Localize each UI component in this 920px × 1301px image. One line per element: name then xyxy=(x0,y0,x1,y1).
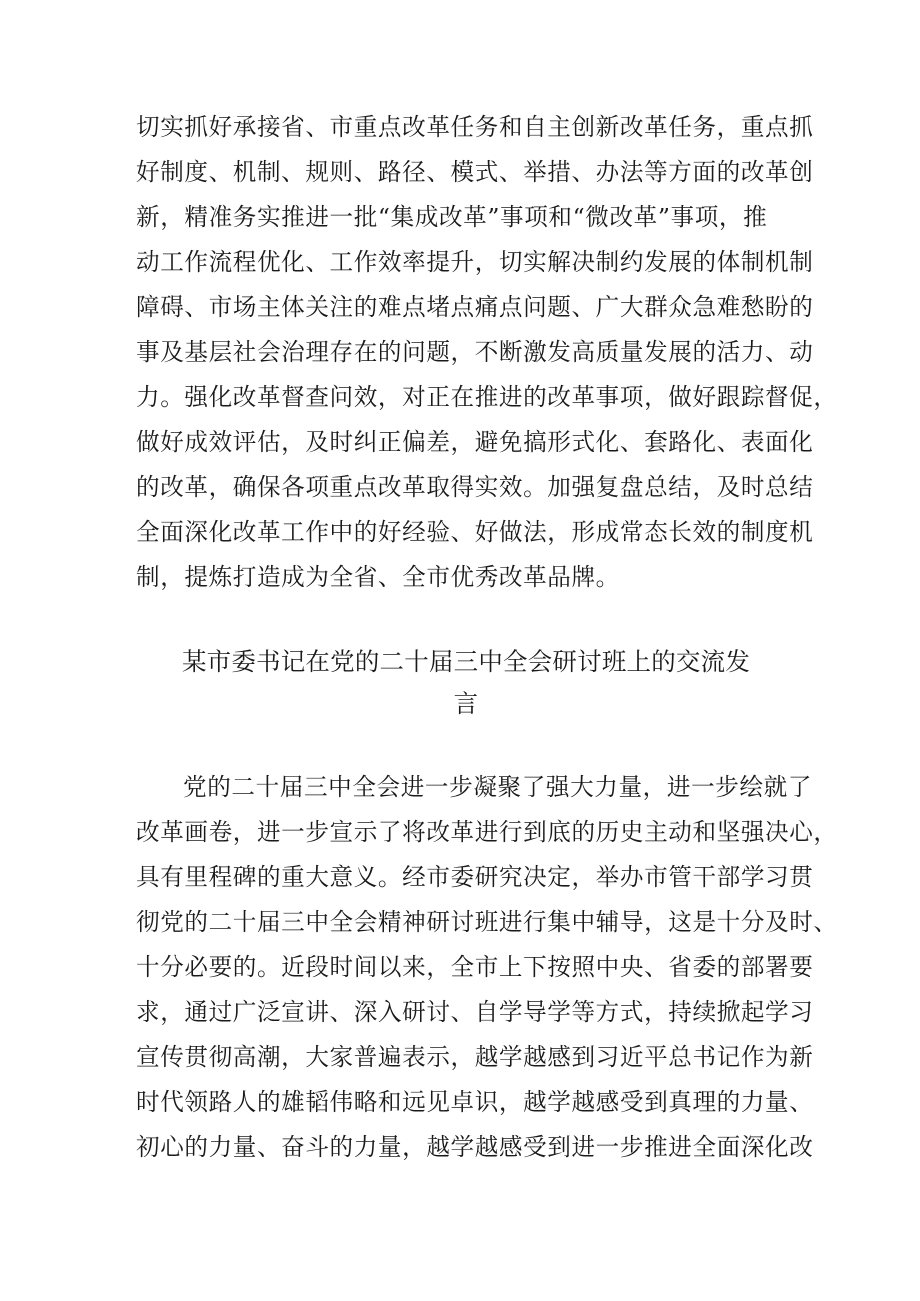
paragraph-line: 制，提炼打造成为全省、全市优秀改革品牌。 xyxy=(136,563,620,591)
paragraph-line: 新，精准务实推进一批“集成改革”事项和“微改革”事项，推 xyxy=(136,203,768,231)
paragraph-line: 具有里程碑的重大意义。经市委研究决定，举办市管干部学习贯 xyxy=(136,863,814,891)
paragraph-line: 党的二十届三中全会进一步凝聚了强大力量，进一步绘就了 xyxy=(183,773,813,801)
paragraph-line: 做好成效评估，及时纠正偏差，避免搞形式化、套路化、表面化 xyxy=(136,428,814,456)
paragraph-line: 十分必要的。近段时间以来，全市上下按照中央、省委的部署要 xyxy=(136,953,814,981)
paragraph-line: 障碍、市场主体关注的难点堵点痛点问题、广大群众急难愁盼的 xyxy=(136,293,814,321)
paragraph-line: 宣传贯彻高潮，大家普遍表示，越学越感到习近平总书记作为新 xyxy=(136,1043,814,1071)
paragraph-line: 改革画卷，进一步宣示了将改革进行到底的历史主动和坚强决心， xyxy=(136,818,838,846)
paragraph-line: 切实抓好承接省、市重点改革任务和自主创新改革任务，重点抓 xyxy=(136,113,814,141)
paragraph-line: 时代领路人的雄韬伟略和远见卓识，越学越感受到真理的力量、 xyxy=(136,1088,814,1116)
paragraph-line: 好制度、机制、规则、路径、模式、举措、办法等方面的改革创 xyxy=(136,158,814,186)
paragraph-line: 全面深化改革工作中的好经验、好做法，形成常态长效的制度机 xyxy=(136,518,814,546)
paragraph-line: 的改革，确保各项重点改革取得实效。加强复盘总结，及时总结 xyxy=(136,473,814,501)
paragraph-line: 力。强化改革督查问效，对正在推进的改革事项，做好跟踪督促， xyxy=(136,383,838,411)
paragraph-line: 动工作流程优化、工作效率提升，切实解决制约发展的体制机制 xyxy=(136,248,814,276)
paragraph-line: 彻党的二十届三中全会精神研讨班进行集中辅导，这是十分及时、 xyxy=(136,908,838,936)
section-title-line: 言 xyxy=(453,689,479,718)
paragraph-line: 初心的力量、奋斗的力量，越学越感受到进一步推进全面深化改 xyxy=(136,1133,814,1161)
paragraph-line: 事及基层社会治理存在的问题，不断激发高质量发展的活力、动 xyxy=(136,338,814,366)
section-title-line: 某市委书记在党的二十届三中全会研讨班上的交流发 xyxy=(181,647,751,676)
paragraph-line: 求，通过广泛宣讲、深入研讨、自学导学等方式，持续掀起学习 xyxy=(136,998,814,1026)
